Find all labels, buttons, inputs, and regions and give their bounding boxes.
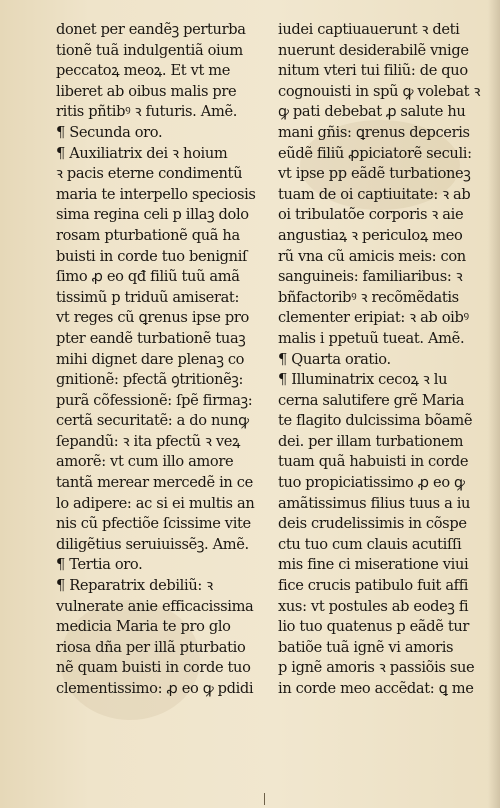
bottom-margin-mark — [264, 793, 265, 805]
left-column-line: nis cũ pfectiõe ſcissime vite — [56, 515, 251, 533]
right-column-line: clementer eripiat: ꝛ ab oibꝰ — [278, 309, 469, 327]
left-column-line: vt reges cũ ꝗrenus ipse pro — [56, 309, 249, 327]
right-column-line: tuam quã habuisti in corde — [278, 453, 469, 471]
right-column-line: in corde meo accẽdat: ꝗ me — [278, 680, 474, 697]
right-column-line: bñfactoribꝰ ꝛ recõmẽdatis — [278, 288, 459, 306]
left-column-line: ritis pñtibꝰ ꝛ futuris. Amẽ. — [56, 103, 238, 121]
left-column-line: ¶ Secunda oro. — [56, 123, 163, 141]
right-column-line: nitum vteri tui filiũ: de quo — [278, 62, 468, 80]
right-column-line: iudei captiuauerunt ꝛ deti — [278, 21, 460, 38]
right-column-line: mis fine ci miseratione viui — [278, 556, 469, 574]
left-column-line: liberet ab oibus malis pre — [56, 82, 237, 100]
left-column-line: medicia Maria te pro glo — [56, 618, 231, 636]
left-column-line: rosam pturbationẽ quã ha — [56, 226, 240, 244]
right-column-line: mani gñis: ꝗrenus depceris — [278, 123, 470, 141]
left-column-line: ſepandũ: ꝛ ita pfectũ ꝛ veꝝ — [56, 432, 241, 450]
right-column-line: tuo propiciatissimo ꝓ eo ꝙ — [278, 474, 465, 492]
left-column-line: mihi dignet dare plenaꝫ co — [56, 350, 245, 368]
left-column-line: donet per eandẽꝫ perturba — [56, 21, 246, 38]
page-edge-shadow — [488, 0, 500, 808]
left-column-line: certã securitatẽ: a do nunꝙ — [56, 412, 249, 430]
left-column-line: tionẽ tuã indulgentiã oium — [56, 41, 243, 59]
right-column-line: ¶ Illuminatrix cecoꝝ ꝛ lu — [278, 371, 448, 389]
left-column-line: diligẽtius seruiuissẽꝫ. Amẽ. — [56, 535, 249, 553]
right-column-line: tuam de oi captiuitate: ꝛ ab — [278, 185, 471, 203]
right-column-line: cerna salutifere grẽ Maria — [278, 391, 465, 409]
left-column-line: lo adipere: ac si ei multis an — [56, 494, 255, 512]
right-text-column — [278, 20, 486, 700]
left-column-line: sima regina celi p illaꝫ dolo — [56, 206, 249, 224]
right-column-line: ctu tuo cum clauis acutiſſi — [278, 535, 462, 553]
left-column-line: ¶ Auxiliatrix dei ꝛ hoium — [56, 144, 228, 162]
right-column-line: eũdẽ filiũ ꝓpiciatorẽ seculi: — [278, 144, 472, 162]
left-column-line: ꝛ pacis eterne condimentũ — [56, 165, 243, 183]
right-column-line: oi tribulatõe corporis ꝛ aie — [278, 206, 464, 224]
left-column-line: gnitionẽ: pfectã ꝯtritionẽꝫ: — [56, 371, 244, 389]
right-column-line: xus: vt postules ab eodeꝫ fi — [278, 597, 469, 615]
right-column-line: amãtissimus filius tuus a iu — [278, 494, 471, 512]
right-column-line: batiõe tuã ignẽ vi amoris — [278, 638, 454, 656]
left-column-line: purã cõfessionẽ: ſpẽ firmaꝫ: — [56, 391, 253, 409]
right-column-line: ꝙ pati debebat ꝓ salute hu — [278, 103, 466, 121]
right-column-line: cognouisti in spũ ꝙ volebat ꝛ — [278, 82, 481, 100]
right-column-line: angustiaꝝ ꝛ periculoꝝ meo — [278, 226, 463, 244]
left-column-line: amorẽ: vt cum illo amore — [56, 453, 234, 471]
right-column-line: dei. per illam turbationem — [278, 432, 464, 450]
right-column-line: lio tuo quatenus p eãdẽ tur — [278, 618, 470, 636]
right-column-line: deis crudelissimis in cõspe — [278, 515, 467, 533]
right-column-line: fice crucis patibulo fuit affi — [278, 577, 469, 595]
left-column-line: buisti in corde tuo benigniſ — [56, 247, 248, 265]
right-column-line: ¶ Quarta oratio. — [278, 350, 391, 368]
left-column-line: vulnerate anie efficacissima — [56, 597, 254, 615]
left-column-line: tissimũ p triduũ amiserat: — [56, 288, 240, 306]
right-column-line: malis i ppetuũ tueat. Amẽ. — [278, 329, 465, 347]
left-column-line: peccatoꝝ meoꝝ. Et vt me — [56, 62, 231, 80]
left-column-line: ¶ Reparatrix debiliũ: ꝛ — [56, 577, 213, 595]
left-column-line: riosa dña per illã pturbatio — [56, 638, 246, 656]
left-column-line: pter eandẽ turbationẽ tuaꝫ — [56, 329, 246, 347]
left-column-line: clementissimo: ꝓ eo ꝙ pdidi — [56, 680, 254, 697]
right-column-line: te flagito dulcissima bõamẽ — [278, 412, 473, 430]
right-column-line: p ignẽ amoris ꝛ passiõis sue — [278, 659, 475, 677]
left-text-column — [56, 20, 270, 700]
right-column-line: rũ vna cũ amicis meis: con — [278, 247, 466, 265]
left-column-line: ſimo ꝓ eo qđ filiũ tuũ amã — [56, 268, 240, 286]
left-column-line: nẽ quam buisti in corde tuo — [56, 659, 251, 677]
right-column-line: vt ipse pp eãdẽ turbationeꝫ — [278, 165, 471, 183]
right-column-line: sanguineis: familiaribus: ꝛ — [278, 268, 463, 286]
left-column-line: maria te interpello speciosis — [56, 185, 256, 203]
left-column-line: tantã merear mercedẽ in ce — [56, 474, 253, 492]
right-column-line: nuerunt desiderabilẽ vnige — [278, 41, 469, 59]
left-column-line: ¶ Tertia oro. — [56, 556, 143, 574]
